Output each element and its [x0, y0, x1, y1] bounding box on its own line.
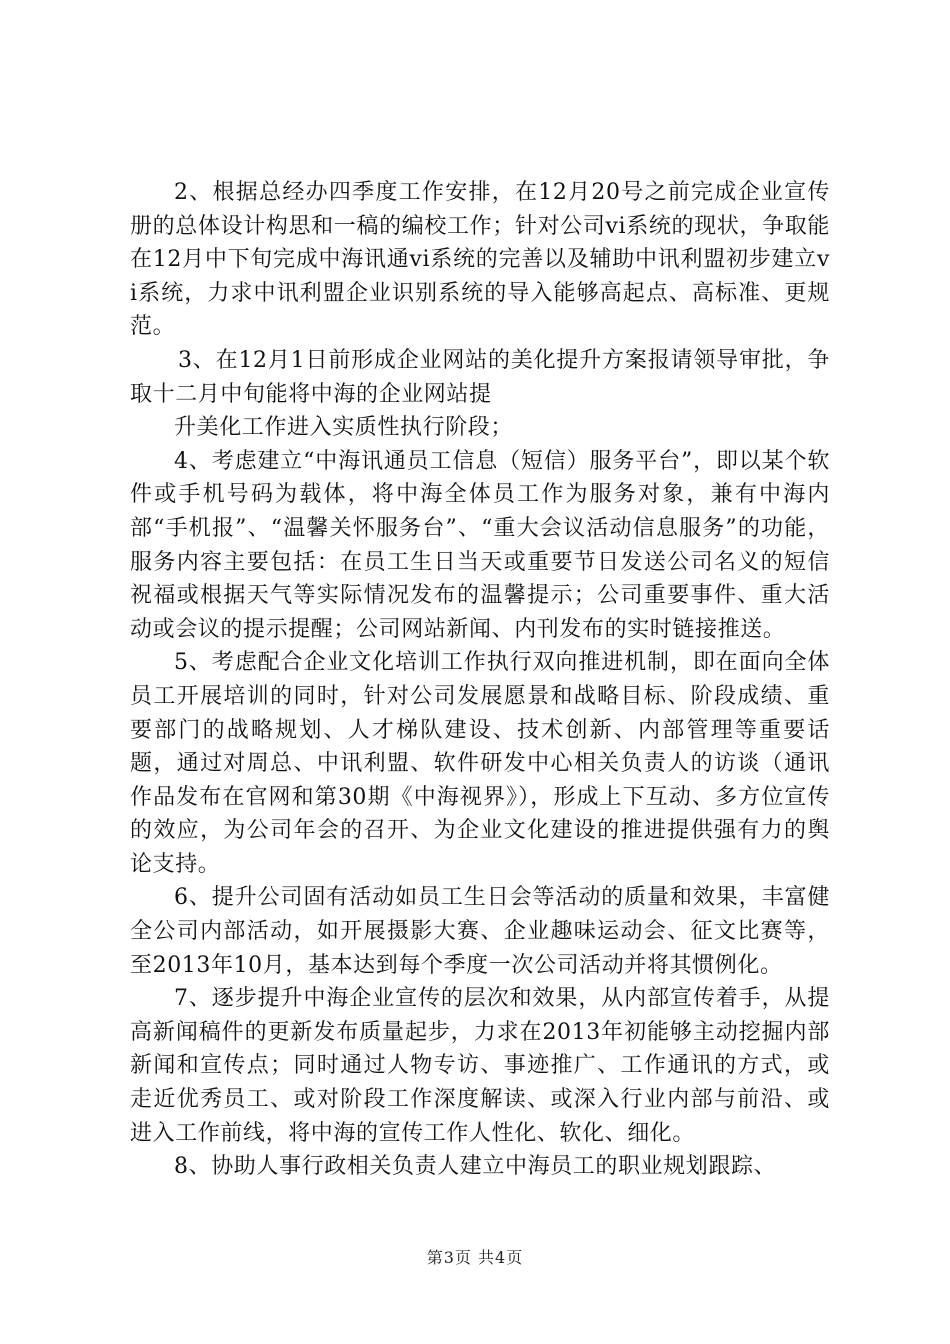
- paragraph-item-2: 2、根据总经办四季度工作安排，在12月20号之前完成企业宣传册的总体设计构思和一稿的编校工作；针对公司vi系统的现状，争取能在12月中下旬完成中海讯通vi系统的完善以及辅助中讯利盟初步建立vi系统，力求中讯利盟企业识别系统的导入能够高起点、高标准、更规范。: [130, 180, 830, 340]
- paragraph-item-3-continued: 升美化工作进入实质性执行阶段；: [174, 415, 514, 441]
- paragraph-item-5: 5、考虑配合企业文化培训工作执行双向推进机制，即在面向全体员工开展培训的同时，针对公司发展愿景和战略目标、阶段成绩、重要部门的战略规划、人才梯队建设、技术创新、内部管理等重要话题，通过对周总、中讯利盟、软件研发中心相关负责人的访谈（通讯作品发布在官网和第30期《中海视界》），形成上下互动、多方位宣传的效应，为公司年会的召开、为企业文化建设的推进提供强有力的舆论支持。: [130, 650, 830, 877]
- paragraph-item-6: 6、提升公司固有活动如员工生日会等活动的质量和效果，丰富健全公司内部活动，如开展摄影大赛、企业趣味运动会、征文比赛等，至2013年10月，基本达到每个季度一次公司活动并将其惯例化。: [130, 885, 830, 978]
- paragraph-item-7: 7、逐步提升中海企业宣传的层次和效果，从内部宣传着手，从提高新闻稿件的更新发布质量起步，力求在2013年初能够主动挖掘内部新闻和宣传点；同时通过人物专访、事迹推广、工作通讯的方式，或走近优秀员工、或对阶段工作深度解读、或深入行业内部与前沿、或进入工作前线，将中海的宣传工作人性化、软化、细化。: [130, 986, 830, 1146]
- paragraph-item-4: 4、考虑建立“中海讯通员工信息（短信）服务平台”，即以某个软件或手机号码为载体，将中海全体员工作为服务对象，兼有中海内部“手机报”、“温馨关怀服务台”、“重大会议活动信息服务”的功能，服务内容主要包括：在员工生日当天或重要节日发送公司名义的短信祝福或根据天气等实际情况发布的温馨提示；公司重要事件、重大活动或会议的提示提醒；公司网站新闻、内刊发布的实时链接推送。: [130, 448, 830, 642]
- paragraph-item-8: 8、协助人事行政相关负责人建立中海员工的职业规划跟踪、: [174, 1154, 777, 1180]
- document-body: [130, 176, 830, 1184]
- page-number-footer: 第3页 共4页: [426, 1248, 524, 1267]
- paragraph-item-3: 3、在12月1日前形成企业网站的美化提升方案报请领导审批，争取十二月中旬能将中海的企业网站提: [130, 347, 830, 407]
